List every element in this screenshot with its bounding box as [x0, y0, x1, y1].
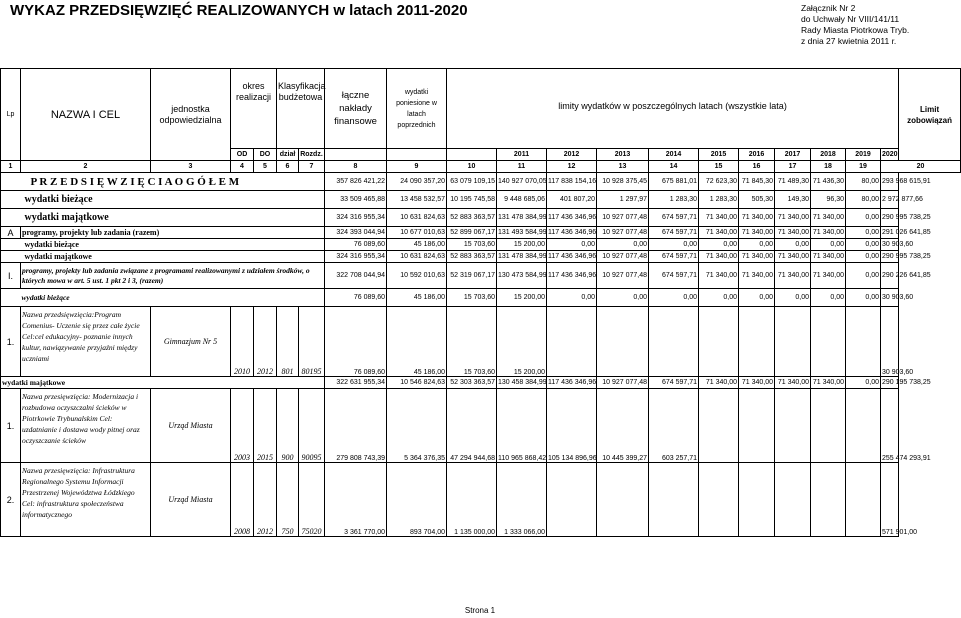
- project-name: Nazwa przesięwzięcia: Modernizacja i rozbudowa oczyszczalni ścieków w Piotrkowie Trybunalskim Cel: uzdatnianie i dostawa wody pitnej oraz oczyszczanie ścieków: [21, 389, 151, 463]
- col-number: 1: [1, 161, 21, 173]
- value-cell: 71 340,00: [739, 227, 775, 239]
- header-empty: [325, 149, 387, 161]
- value-cell: 105 134 896,96: [547, 389, 597, 463]
- value-cell: 324 316 955,34: [325, 209, 387, 227]
- value-cell: 15 703,60: [447, 239, 497, 251]
- project-name: Nazwa przesięwzięcia: Infrastruktura Regionalnego Systemu Informacji Przestrzenej Województwa Łódzkiego Cel: infrastruktura społeczeństwa informatycznego: [21, 463, 151, 537]
- row-lp: A: [1, 227, 21, 239]
- value-cell: 5 364 376,35: [387, 389, 447, 463]
- row-label: wydatki bieżące: [21, 239, 325, 251]
- value-cell: 290 195 738,25: [881, 377, 899, 389]
- col-number: 10: [447, 161, 497, 173]
- value-cell: 0,00: [846, 239, 881, 251]
- value-cell: 603 257,71: [649, 389, 699, 463]
- value-cell: 10 677 010,63: [387, 227, 447, 239]
- value-cell: 71 845,30: [739, 173, 775, 191]
- value-cell: 71 340,00: [775, 251, 811, 263]
- header-jednostka: jednostka odpowiedzialna: [151, 69, 231, 161]
- value-cell: 52 303 363,57: [447, 377, 497, 389]
- project-rozdz: 80195: [299, 307, 325, 377]
- value-cell: 110 965 868,42: [497, 389, 547, 463]
- value-cell: 71 340,00: [699, 227, 739, 239]
- value-cell: 0,00: [846, 209, 881, 227]
- value-cell: 71 340,00: [811, 263, 846, 289]
- header-gap: [447, 149, 497, 161]
- value-cell: 1 333 066,00: [497, 463, 547, 537]
- value-cell: 71 340,00: [739, 251, 775, 263]
- project-od: 2003: [231, 389, 254, 463]
- row-label: wydatki majątkowe: [21, 209, 325, 227]
- value-cell: 324 393 044,94: [325, 227, 387, 239]
- value-cell: [597, 463, 649, 537]
- value-cell: 0,00: [846, 289, 881, 307]
- project-od: 2010: [231, 307, 254, 377]
- value-cell: 117 436 346,96: [547, 263, 597, 289]
- value-cell: [775, 463, 811, 537]
- value-cell: [846, 463, 881, 537]
- row-label: wydatki bieżące: [21, 191, 325, 209]
- value-cell: 71 340,00: [775, 209, 811, 227]
- header-limit: Limit zobowiązań: [899, 69, 961, 161]
- value-cell: 71 436,30: [811, 173, 846, 191]
- col-number: 11: [497, 161, 547, 173]
- value-cell: 117 436 346,96: [547, 227, 597, 239]
- total-row: [1, 173, 961, 191]
- value-cell: 71 340,00: [739, 377, 775, 389]
- value-cell: 290 995 738,25: [881, 209, 899, 227]
- value-cell: 10 927 077,48: [597, 251, 649, 263]
- value-cell: [649, 307, 699, 377]
- document-title: WYKAZ PRZEDSIĘWZIĘĆ REALIZOWANYCH w latach 2011-2020: [10, 2, 468, 19]
- value-cell: 10 592 010,63: [387, 263, 447, 289]
- row-lp: 1.: [1, 307, 21, 377]
- value-cell: 63 079 109,15: [447, 173, 497, 191]
- year-2020: 2020: [881, 149, 899, 161]
- value-cell: 0,00: [649, 289, 699, 307]
- project-do: 2015: [254, 389, 277, 463]
- value-cell: 72 623,30: [699, 173, 739, 191]
- col-number: 9: [387, 161, 447, 173]
- value-cell: 1 283,30: [649, 191, 699, 209]
- value-cell: 10 445 399,27: [597, 389, 649, 463]
- header-rozdz: Rozdz.: [299, 149, 325, 161]
- value-cell: [811, 463, 846, 537]
- value-cell: 80,00: [846, 173, 881, 191]
- value-cell: [649, 463, 699, 537]
- value-cell: 30 903,60: [881, 239, 899, 251]
- year-2016: 2016: [739, 149, 775, 161]
- col-number: 20: [881, 161, 961, 173]
- row-lp: 2.: [1, 463, 21, 537]
- header-laczne: łączne nakłady finansowe: [325, 69, 387, 149]
- value-cell: 293 968 615,91: [881, 173, 899, 191]
- row-label: programy, projekty lub zadania związane z programami realizowanymi z udziałem środków, o których mowa w art. 5 ust. 1 pkt 2 i 3, (razem): [21, 263, 325, 289]
- value-cell: 45 186,00: [387, 239, 447, 251]
- value-cell: [699, 307, 739, 377]
- project-row: [1, 389, 961, 463]
- value-cell: 0,00: [811, 289, 846, 307]
- row-label: wydatki bieżące: [21, 289, 325, 307]
- col-number: 16: [739, 161, 775, 173]
- value-cell: 2 972 877,66: [881, 191, 899, 209]
- value-cell: 117 436 346,96: [547, 209, 597, 227]
- year-2017: 2017: [775, 149, 811, 161]
- value-cell: 10 927 077,48: [597, 263, 649, 289]
- value-cell: 674 597,71: [649, 263, 699, 289]
- year-2018: 2018: [811, 149, 846, 161]
- value-cell: 0,00: [775, 239, 811, 251]
- value-cell: 71 340,00: [775, 263, 811, 289]
- row-label: programy, projekty lub zadania (razem): [21, 227, 325, 239]
- value-cell: [811, 307, 846, 377]
- value-cell: 76 089,60: [325, 239, 387, 251]
- value-cell: 674 597,71: [649, 209, 699, 227]
- col-number: 7: [299, 161, 325, 173]
- annex-line: Załącznik Nr 2: [801, 3, 856, 13]
- value-cell: [846, 389, 881, 463]
- value-cell: 24 090 357,20: [387, 173, 447, 191]
- value-cell: 71 340,00: [775, 377, 811, 389]
- value-cell: [699, 389, 739, 463]
- value-cell: 76 089,60: [325, 289, 387, 307]
- value-cell: 0,00: [739, 239, 775, 251]
- value-cell: 0,00: [739, 289, 775, 307]
- value-cell: 3 361 770,00: [325, 463, 387, 537]
- value-cell: 322 631 955,34: [325, 377, 387, 389]
- value-cell: 9 448 685,06: [497, 191, 547, 209]
- value-cell: 10 927 077,48: [597, 377, 649, 389]
- value-cell: 96,30: [811, 191, 846, 209]
- project-unit: Gimnazjum Nr 5: [151, 307, 231, 377]
- value-cell: 52 319 067,17: [447, 263, 497, 289]
- value-cell: 505,30: [739, 191, 775, 209]
- header-dzial: dział: [277, 149, 299, 161]
- value-cell: 117 838 154,16: [547, 173, 597, 191]
- row-label: wydatki majątkowe: [1, 377, 325, 389]
- row-label: wydatki majątkowe: [21, 251, 325, 263]
- value-cell: [547, 307, 597, 377]
- value-cell: [775, 307, 811, 377]
- value-cell: 15 200,00: [497, 307, 547, 377]
- value-cell: 10 631 824,63: [387, 209, 447, 227]
- page-footer: Strona 1: [464, 606, 496, 615]
- col-number: 2: [21, 161, 151, 173]
- value-cell: 71 340,00: [699, 209, 739, 227]
- value-cell: 15 200,00: [497, 289, 547, 307]
- col-number: 6: [277, 161, 299, 173]
- col-number: 12: [547, 161, 597, 173]
- section-a-row: [1, 227, 961, 239]
- year-2014: 2014: [649, 149, 699, 161]
- value-cell: 291 026 641,85: [881, 227, 899, 239]
- value-cell: 10 631 824,63: [387, 251, 447, 263]
- col-number: 19: [846, 161, 881, 173]
- col-number: 13: [597, 161, 649, 173]
- value-cell: 71 340,00: [699, 263, 739, 289]
- value-cell: 71 340,00: [811, 377, 846, 389]
- value-cell: 290 995 738,25: [881, 251, 899, 263]
- value-cell: 10 546 824,63: [387, 377, 447, 389]
- value-cell: 149,30: [775, 191, 811, 209]
- value-cell: 893 704,00: [387, 463, 447, 537]
- row-lp: 1.: [1, 389, 21, 463]
- row-lp: I.: [1, 263, 21, 289]
- year-2015: 2015: [699, 149, 739, 161]
- value-cell: 71 340,00: [811, 227, 846, 239]
- value-cell: 401 807,20: [547, 191, 597, 209]
- project-rozdz: 90095: [299, 389, 325, 463]
- value-cell: 131 478 384,99: [497, 209, 547, 227]
- value-cell: 71 340,00: [699, 251, 739, 263]
- value-cell: 0,00: [597, 289, 649, 307]
- value-cell: 0,00: [597, 239, 649, 251]
- value-cell: 10 928 375,45: [597, 173, 649, 191]
- value-cell: 0,00: [649, 239, 699, 251]
- value-cell: 80,00: [846, 191, 881, 209]
- project-name: Nazwa przedsięwzięcia:Program Comenius- Uczenie się przez całe życie Cel:cel edukacyjny- poznanie innych kultur, nawiązywanie przyjaźni między uczniami: [21, 307, 151, 377]
- value-cell: 10 195 745,58: [447, 191, 497, 209]
- value-cell: 52 883 363,57: [447, 251, 497, 263]
- value-cell: 76 089,60: [325, 307, 387, 377]
- value-cell: 324 316 955,34: [325, 251, 387, 263]
- col-number: 8: [325, 161, 387, 173]
- year-2019: 2019: [846, 149, 881, 161]
- project-dzial: 750: [277, 463, 299, 537]
- value-cell: [775, 389, 811, 463]
- col-number: 17: [775, 161, 811, 173]
- value-cell: 255 474 293,91: [881, 389, 899, 463]
- year-2013: 2013: [597, 149, 649, 161]
- value-cell: 1 135 000,00: [447, 463, 497, 537]
- header-lp: Lp: [1, 69, 21, 161]
- col-number: 5: [254, 161, 277, 173]
- value-cell: 15 703,60: [447, 307, 497, 377]
- header-limity: limity wydatków w poszczególnych latach (wszystkie lata): [447, 69, 899, 149]
- col-number: 15: [699, 161, 739, 173]
- value-cell: [739, 389, 775, 463]
- value-cell: 130 458 384,99: [497, 377, 547, 389]
- project-dzial: 900: [277, 389, 299, 463]
- project-row: [1, 463, 961, 537]
- value-cell: 33 509 465,88: [325, 191, 387, 209]
- value-cell: 130 473 584,99: [497, 263, 547, 289]
- value-cell: 0,00: [846, 251, 881, 263]
- value-cell: 1 283,30: [699, 191, 739, 209]
- annex-line: Rady Miasta Piotrkowa Tryb.: [801, 25, 910, 35]
- value-cell: 0,00: [846, 377, 881, 389]
- col-number: 18: [811, 161, 846, 173]
- total-majatkowe-row: [1, 209, 961, 227]
- value-cell: [739, 307, 775, 377]
- value-cell: 0,00: [846, 263, 881, 289]
- value-cell: 0,00: [846, 227, 881, 239]
- value-cell: 140 927 070,05: [497, 173, 547, 191]
- value-cell: 674 597,71: [649, 377, 699, 389]
- header-do: DO: [254, 149, 277, 161]
- value-cell: 45 186,00: [387, 307, 447, 377]
- value-cell: 71 340,00: [739, 263, 775, 289]
- value-cell: [846, 307, 881, 377]
- section-i-row: [1, 263, 961, 289]
- value-cell: 0,00: [811, 239, 846, 251]
- value-cell: 675 881,01: [649, 173, 699, 191]
- value-cell: 131 493 584,99: [497, 227, 547, 239]
- value-cell: 357 826 421,22: [325, 173, 387, 191]
- header-od: OD: [231, 149, 254, 161]
- value-cell: 71 340,00: [739, 209, 775, 227]
- value-cell: 571 901,00: [881, 463, 899, 537]
- year-2012: 2012: [547, 149, 597, 161]
- value-cell: [739, 463, 775, 537]
- value-cell: 0,00: [547, 289, 597, 307]
- annex-note: [801, 3, 951, 47]
- value-cell: 0,00: [699, 289, 739, 307]
- col-number: 3: [151, 161, 231, 173]
- value-cell: 10 927 077,48: [597, 209, 649, 227]
- header-klasyfikacja: Klasyfikacja budżetowa: [277, 69, 325, 149]
- value-cell: [699, 463, 739, 537]
- value-cell: 290 226 641,85: [881, 263, 899, 289]
- value-cell: 71 340,00: [811, 251, 846, 263]
- value-cell: 15 200,00: [497, 239, 547, 251]
- annex-line: z dnia 27 kwietnia 2011 r.: [801, 36, 897, 46]
- project-od: 2008: [231, 463, 254, 537]
- value-cell: [811, 389, 846, 463]
- value-cell: 71 340,00: [811, 209, 846, 227]
- header-nazwa: NAZWA I CEL: [21, 69, 151, 161]
- value-cell: [547, 463, 597, 537]
- value-cell: 71 340,00: [699, 377, 739, 389]
- col-number: 4: [231, 161, 254, 173]
- project-unit: Urząd Miasta: [151, 389, 231, 463]
- section-i-majatkowe-row: [1, 377, 961, 389]
- total-label: P R Z E D S I Ę W Z I Ę C I A O G Ó Ł E M: [21, 173, 325, 191]
- value-cell: 52 883 363,57: [447, 209, 497, 227]
- header-empty: [387, 149, 447, 161]
- value-cell: 15 703,60: [447, 289, 497, 307]
- value-cell: 322 708 044,94: [325, 263, 387, 289]
- value-cell: [597, 307, 649, 377]
- value-cell: 131 478 384,99: [497, 251, 547, 263]
- value-cell: 0,00: [547, 239, 597, 251]
- value-cell: 674 597,71: [649, 251, 699, 263]
- project-row: [1, 307, 961, 377]
- project-do: 2012: [254, 463, 277, 537]
- value-cell: 0,00: [699, 239, 739, 251]
- value-cell: 674 597,71: [649, 227, 699, 239]
- value-cell: 30 903,60: [881, 289, 899, 307]
- project-dzial: 801: [277, 307, 299, 377]
- value-cell: 117 436 346,96: [547, 377, 597, 389]
- value-cell: 10 927 077,48: [597, 227, 649, 239]
- value-cell: 0,00: [775, 289, 811, 307]
- value-cell: 279 808 743,39: [325, 389, 387, 463]
- project-do: 2012: [254, 307, 277, 377]
- section-a-biezace-row: [1, 239, 961, 251]
- header-okres: okres realizacji: [231, 69, 277, 149]
- value-cell: 52 899 067,17: [447, 227, 497, 239]
- value-cell: 71 489,30: [775, 173, 811, 191]
- col-number: 14: [649, 161, 699, 173]
- value-cell: 30 903,60: [881, 307, 899, 377]
- total-biezace-row: [1, 191, 961, 209]
- year-2011: 2011: [497, 149, 547, 161]
- value-cell: 71 340,00: [775, 227, 811, 239]
- section-a-majatkowe-row: [1, 251, 961, 263]
- projects-table: [0, 68, 961, 537]
- project-rozdz: 75020: [299, 463, 325, 537]
- section-i-biezace-row: [1, 289, 961, 307]
- value-cell: 47 294 944,68: [447, 389, 497, 463]
- value-cell: 117 436 346,96: [547, 251, 597, 263]
- project-unit: Urząd Miasta: [151, 463, 231, 537]
- column-number-row: [1, 161, 961, 173]
- value-cell: 45 186,00: [387, 289, 447, 307]
- value-cell: 13 458 532,57: [387, 191, 447, 209]
- annex-line: do Uchwały Nr VIII/141/11: [801, 14, 900, 24]
- value-cell: 1 297,97: [597, 191, 649, 209]
- header-wydatki: wydatki poniesione w latach poprzednich: [387, 69, 447, 149]
